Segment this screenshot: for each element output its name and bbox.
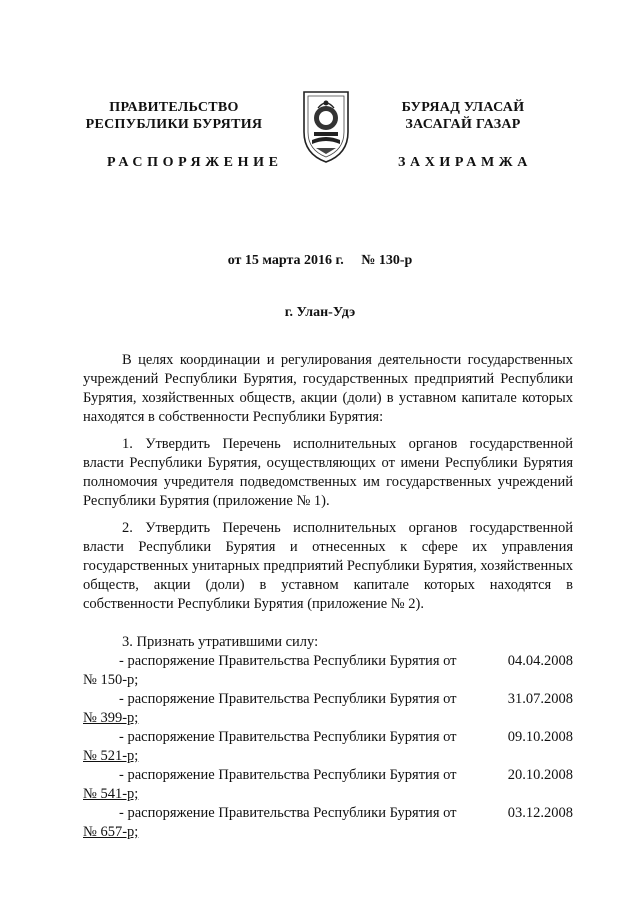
list-item: [83, 766, 573, 804]
repeal-number-link[interactable]: № 541-р;: [83, 786, 139, 802]
repeal-prefix: - распоряжение Правительства Республики Бурятия от: [119, 729, 457, 745]
repeal-date: 03.12.2008: [507, 805, 573, 821]
repeal-date: 09.10.2008: [507, 729, 573, 745]
repeal-date: 31.07.2008: [507, 691, 573, 707]
header-right: [383, 99, 543, 133]
repeal-number-link[interactable]: № 399-р;: [83, 710, 139, 726]
repeal-list: [83, 633, 573, 842]
list-item: [83, 690, 573, 728]
header-right-line1: БУРЯАД УЛАСАЙ: [401, 100, 525, 115]
doc-type-left: РАСПОРЯЖЕНИЕ: [107, 155, 283, 170]
doc-type-right: ЗАХИРАМЖА: [398, 155, 532, 170]
repeal-number-link[interactable]: № 657-р;: [83, 824, 139, 840]
item-1-text: 1. Утвердить Перечень исполнительных органов государственной власти Республики Бурятия, осуществляющих от имени Республики Бурятия полномочия учредителя подведомственных им государственных учреждений Республики Бурятия (приложение № 1).: [83, 436, 573, 509]
item-2-paragraph: [83, 519, 573, 614]
document-city: г. Улан-Удэ: [284, 305, 356, 320]
list-item: [83, 804, 573, 842]
preamble-text: В целях координации и регулирования деятельности государственных учреждений Республики Бурятия, государственных предприятий Республики Бурятия, хозяйственных обществ, акции (доли) в уставном капитале которых находятся в собственности Республики Бурятия:: [83, 352, 573, 425]
item-2-text: 2. Утвердить Перечень исполнительных органов государственной власти Республики Бурятия и отнесенных к сфере их управления государственных унитарных предприятий Республики Бурятия, хозяйственных обществ, акции (доли) в уставном капитале которых находятся в собственности Республики Бурятия (приложение № 2).: [83, 520, 573, 612]
item-1-paragraph: [83, 435, 573, 511]
repeal-date: 20.10.2008: [507, 767, 573, 783]
header-right-line2: ЗАСАГАЙ ГАЗАР: [405, 117, 521, 132]
repeal-number: № 150-р;: [83, 672, 139, 688]
repeal-prefix: - распоряжение Правительства Республики Бурятия от: [119, 691, 457, 707]
header-left-line2: РЕСПУБЛИКИ БУРЯТИЯ: [85, 117, 263, 132]
list-item: [83, 652, 573, 690]
preamble-paragraph: [83, 351, 573, 427]
item-3-title: 3. Признать утратившими силу:: [122, 634, 319, 650]
header-left: [84, 99, 264, 133]
document-date-number: от 15 марта 2016 г. № 130-р: [227, 253, 413, 268]
repeal-prefix: - распоряжение Правительства Республики Бурятия от: [119, 767, 457, 783]
repeal-prefix: - распоряжение Правительства Республики Бурятия от: [119, 653, 457, 669]
repeal-prefix: - распоряжение Правительства Республики Бурятия от: [119, 805, 457, 821]
header-left-line1: ПРАВИТЕЛЬСТВО: [109, 100, 239, 115]
repeal-number-link[interactable]: № 521-р;: [83, 748, 139, 764]
coat-of-arms-icon: [300, 88, 352, 166]
list-item: [83, 728, 573, 766]
repeal-date: 04.04.2008: [507, 653, 573, 669]
